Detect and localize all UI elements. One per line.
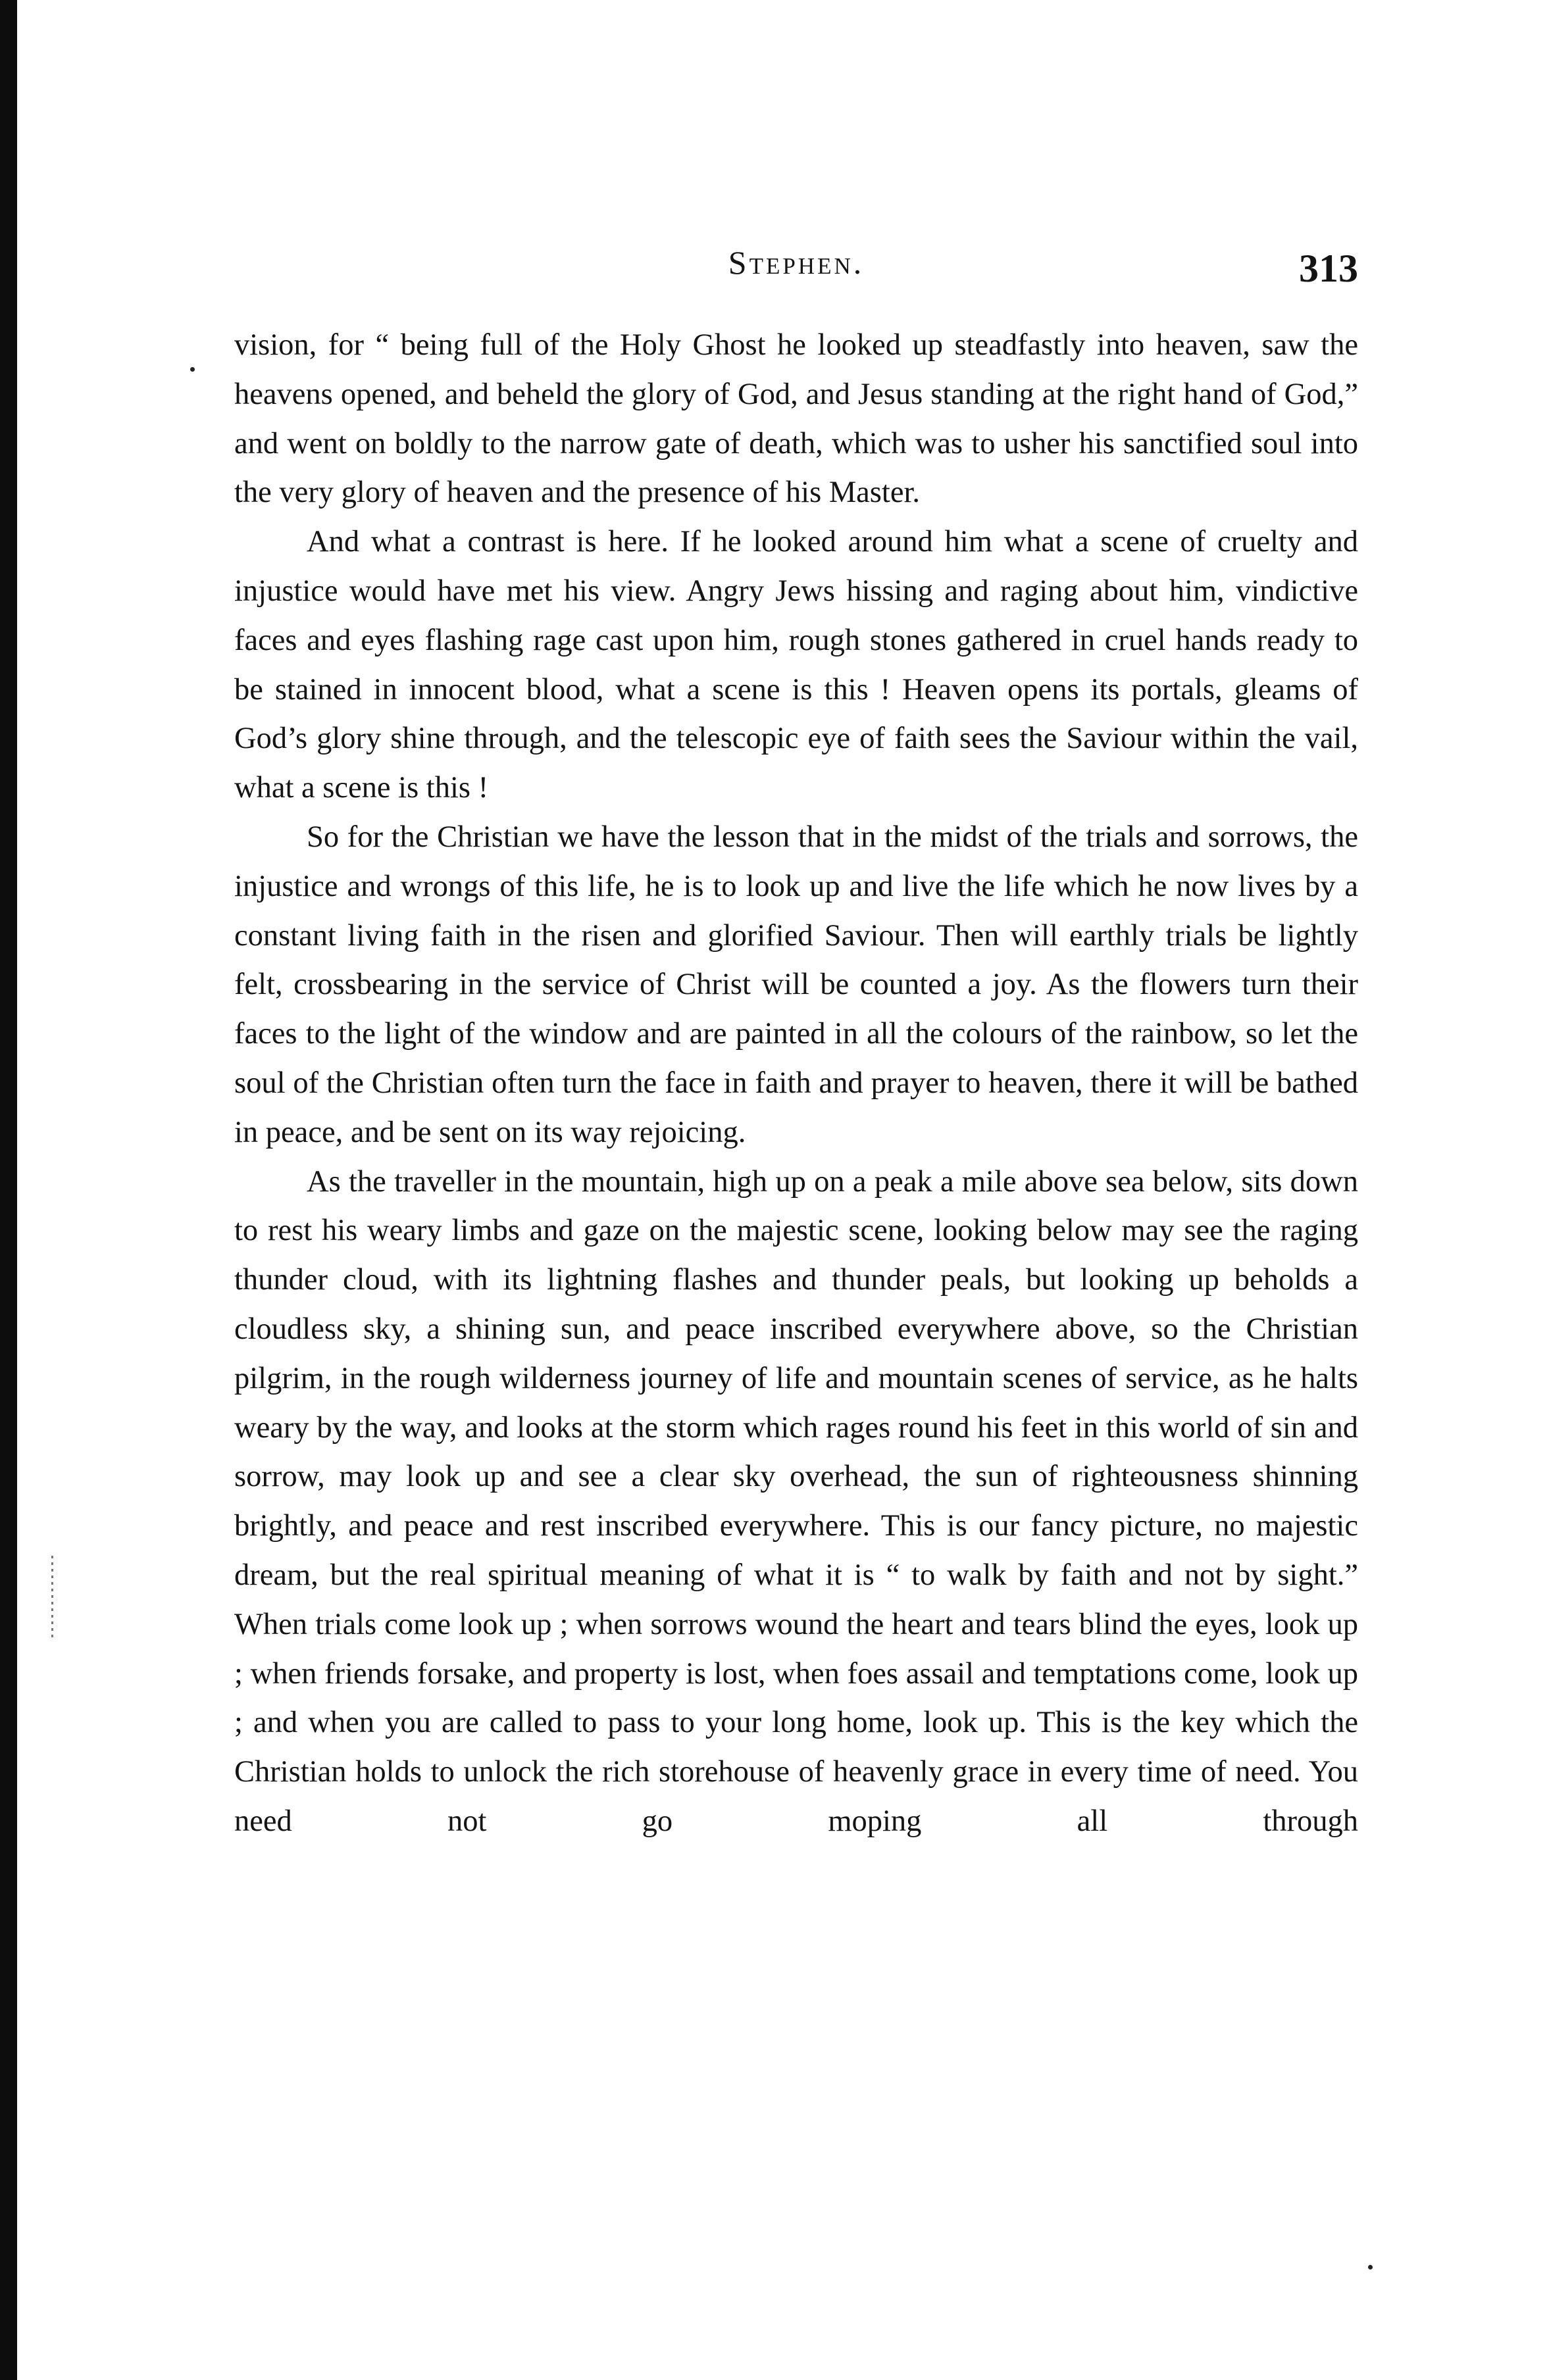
paragraph: So for the Christian we have the lesson that in the midst of the trials and sorrows, the injustice and wrongs of this life, he is to look up and live the life which he now lives by a constant living faith in the risen and glorified Saviour. Then will earthly trials be lightly felt, crossbearing in the service of Christ will be counted a joy. As the flowers turn their faces to the light of the window and are painted in all the colours of the rainbow, so let the soul of the Christian often turn the face in faith and prayer to heaven, there it will be bathed in peace, and be sent on its way rejoicing.	[234, 820, 1358, 1149]
paragraph: And what a contrast is here. If he looked around him what a scene of cruelty and injustice would have met his view. Angry Jews hissing and raging about him, vindictive faces and eyes flashing rage cast upon him, rough stones gathered in cruel hands ready to be stained in innocent blood, what a scene is this ! Heaven opens its portals, gleams of God’s glory shine through, and the telescopic eye of faith sees the Saviour within the vail, what a scene is this !	[234, 525, 1358, 805]
page-header	[234, 237, 1358, 309]
paragraph: vision, for “ being full of the Holy Ghost he looked up steadfastly into heaven, saw the heavens opened, and beheld the glory of God, and Jesus standing at the right hand of God,” and went on boldly to the narrow gate of death, which was to usher his sanctified soul into the very glory of heaven and the presence of his Master.	[234, 328, 1358, 510]
page-binding-edge	[0, 0, 17, 2380]
margin-dot	[190, 367, 195, 372]
margin-mark	[51, 1556, 53, 1641]
page-number: 313	[1299, 247, 1358, 290]
paragraph: As the traveller in the mountain, high up on a peak a mile above sea below, sits down to rest his weary limbs and gaze on the majestic scene, looking below may see the raging thunder cloud, with its lightning flashes and thunder peals, but looking up beholds a cloudless sky, a shining sun, and peace inscribed everywhere above, so the Christian pilgrim, in the rough wilderness journey of life and mountain scenes of service, as he halts weary by the way, and looks at the storm which rages round his feet in this world of sin and sorrow, may look up and see a clear sky overhead, the sun of righteousness shinning brightly, and peace and rest inscribed everywhere. This is our fancy picture, no majestic dream, but the real spiritual meaning of what it is “ to walk by faith and not by sight.” When trials come look up ; when sorrows wound the heart and tears blind the eyes, look up ; when friends forsake, and property is lost, when foes assail and temptations come, look up ; and when you are called to pass to your long home, look up. This is the key which the Christian holds to unlock the rich storehouse of heavenly grace in every time of need. You need not go moping all through	[234, 1164, 1358, 1838]
running-title: Stephen.	[728, 244, 865, 281]
margin-dot	[1368, 2265, 1373, 2269]
body-text	[234, 321, 1358, 1847]
